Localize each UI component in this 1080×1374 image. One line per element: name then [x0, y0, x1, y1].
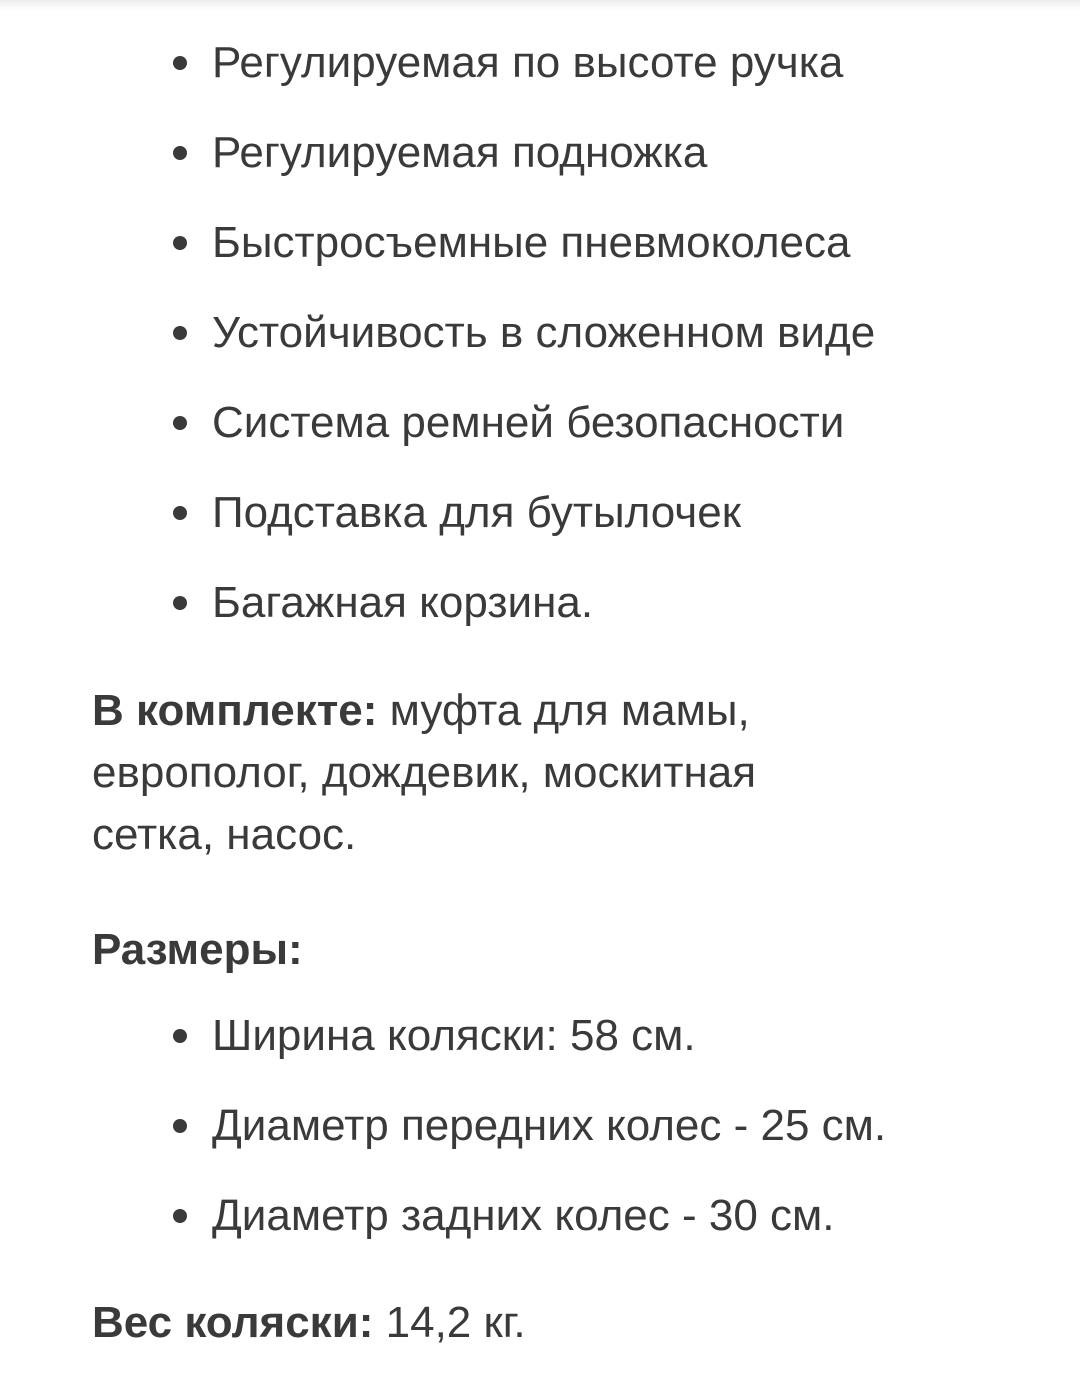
bullet-icon — [173, 56, 187, 70]
list-item — [212, 307, 875, 359]
bullet-icon — [173, 146, 187, 160]
bullet-icon — [173, 596, 187, 610]
feature-text: Регулируемая подножка — [212, 128, 708, 177]
size-text: Диаметр передних колес - 25 см. — [212, 1101, 887, 1150]
list-item — [212, 487, 741, 539]
bullet-icon — [173, 326, 187, 340]
feature-text: Подставка для бутылочек — [212, 488, 741, 537]
feature-text: Быстросъемные пневмоколеса — [212, 218, 851, 267]
kit-paragraph — [92, 680, 992, 866]
list-item — [212, 1010, 696, 1062]
feature-text: Устойчивость в сложенном виде — [212, 308, 876, 357]
feature-text: Багажная корзина. — [212, 578, 594, 627]
size-text: Диаметр задних колес - 30 см. — [212, 1191, 835, 1240]
feature-text: Система ремней безопасности — [212, 398, 845, 447]
list-item — [212, 37, 843, 89]
sizes-heading: Размеры: — [92, 925, 303, 974]
top-shadow — [0, 0, 1080, 10]
bullet-icon — [173, 1209, 187, 1223]
list-item — [212, 127, 707, 179]
list-item — [212, 577, 593, 629]
kit-line-1: муфта для мамы, — [377, 686, 750, 735]
bullet-icon — [173, 506, 187, 520]
kit-line-2: европолог, дождевик, москитная — [92, 748, 757, 797]
bullet-icon — [173, 236, 187, 250]
bullet-icon — [173, 1029, 187, 1043]
bullet-icon — [173, 1119, 187, 1133]
list-item — [212, 1190, 835, 1242]
size-text: Ширина коляски: 58 см. — [212, 1011, 696, 1060]
list-item — [212, 217, 851, 269]
bullet-icon — [173, 416, 187, 430]
kit-label: В комплекте: — [92, 686, 378, 735]
weight-paragraph — [92, 1292, 992, 1354]
kit-line-3: сетка, насос. — [92, 810, 357, 859]
list-item — [212, 1100, 886, 1152]
weight-label: Вес коляски: — [92, 1298, 374, 1347]
feature-text: Регулируемая по высоте ручка — [212, 38, 844, 87]
weight-value: 14,2 кг. — [373, 1298, 526, 1347]
list-item — [212, 397, 844, 449]
